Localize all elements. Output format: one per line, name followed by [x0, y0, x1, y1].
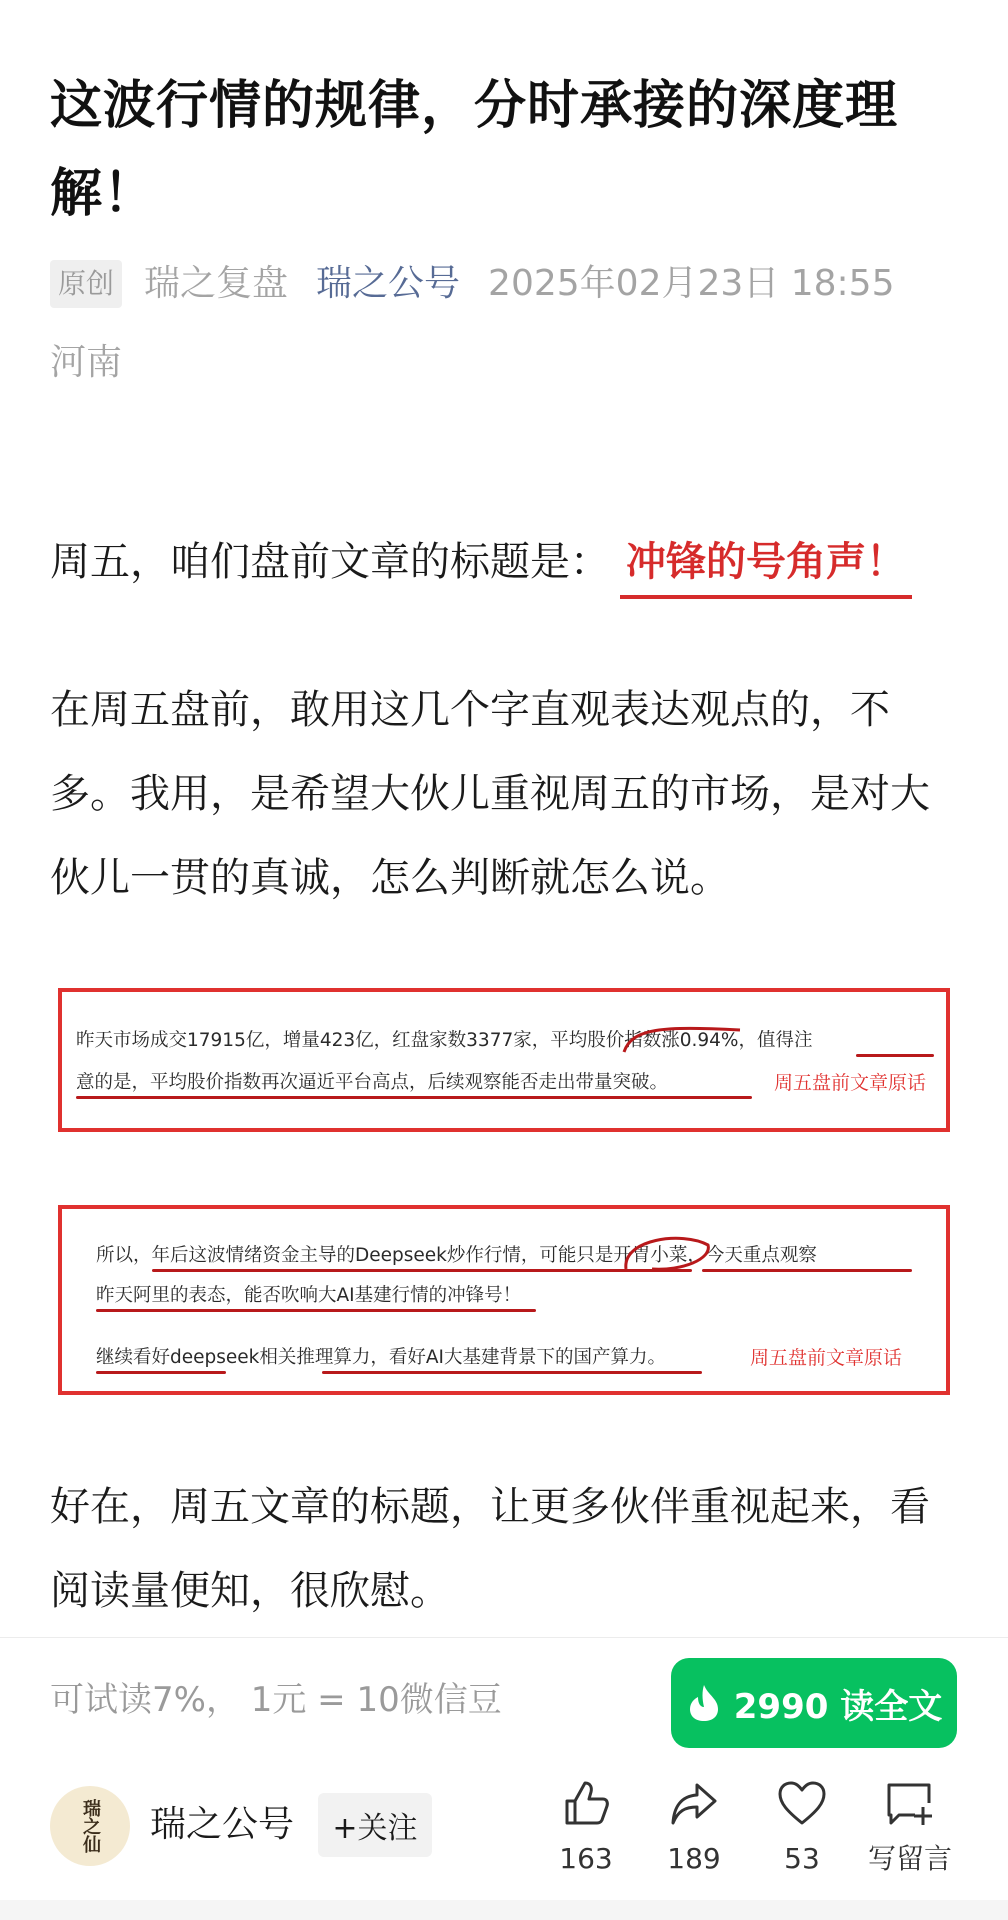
- footer-account-name[interactable]: 瑞之公号: [150, 1804, 295, 1845]
- paragraph-2: 在周五盘前，敢用这几个字直观表达观点的，不多。我用，是希望大伙儿重视周五的市场，是对大伙儿一贯的真诚，怎么判断就怎么说。: [50, 687, 930, 901]
- quote-1-line-1: 昨天市场成交17915亿，增量423亿，红盘家数3377家，平均股价指数涨0.94%，值得注: [76, 1030, 813, 1051]
- share-count: 189: [667, 1842, 721, 1875]
- quote-2-underline-a: [152, 1269, 692, 1272]
- quote-2-line-1: 所以，年后这波情绪资金主导的Deepseek炒作行情，可能只是开胃小菜，今天重点观察: [96, 1245, 817, 1266]
- quote-2-circle-mark: [622, 1229, 712, 1273]
- favorite-count: 53: [784, 1842, 820, 1875]
- read-full-label: 2990 读全文: [733, 1686, 943, 1727]
- heart-icon: [752, 1775, 852, 1833]
- comment-button[interactable]: [860, 1775, 960, 1879]
- quote-2-underline-e: [322, 1371, 702, 1374]
- quote-2-line-2: 昨天阿里的表态，能否吹响大AI基建行情的冲锋号！: [96, 1285, 522, 1306]
- share-arrow-icon: [644, 1775, 744, 1833]
- quote-2-underline-b: [702, 1269, 912, 1272]
- quote-2-note: 周五盘前文章原话: [750, 1347, 903, 1369]
- headline-highlight: 冲锋的号角声！: [620, 539, 912, 599]
- author-name[interactable]: 瑞之复盘: [144, 263, 289, 304]
- like-count: 163: [559, 1842, 613, 1875]
- quote-2-line-3: 继续看好deepseek相关推理算力，看好AI大基建背景下的国产算力。: [96, 1347, 666, 1368]
- follow-button[interactable]: +关注: [318, 1793, 432, 1857]
- quote-2-underline-c: [96, 1309, 536, 1312]
- thumbs-up-icon: [536, 1775, 636, 1833]
- quote-1-curve-mark: [622, 1024, 742, 1054]
- quote-image-2: [58, 1205, 950, 1395]
- avatar[interactable]: [50, 1786, 130, 1866]
- quote-2-underline-d: [96, 1371, 226, 1374]
- avatar-text: 瑞之仙: [80, 1799, 101, 1853]
- paywall-divider: [0, 1637, 1008, 1638]
- paragraph-1: [50, 520, 960, 604]
- flame-icon: [686, 1683, 722, 1723]
- comment-label: 写留言: [867, 1842, 952, 1875]
- bottom-edge: [0, 1900, 1008, 1920]
- share-button[interactable]: [644, 1775, 744, 1879]
- paragraph-1-text: 周五，咱们盘前文章的标题是：: [50, 539, 610, 585]
- quote-1-note: 周五盘前文章原话: [774, 1072, 927, 1094]
- favorite-button[interactable]: [752, 1775, 852, 1879]
- comment-plus-icon: [860, 1775, 960, 1833]
- publish-location: 河南: [50, 342, 123, 383]
- trial-read-text: 可试读7%， 1元 = 10微信豆: [50, 1680, 502, 1720]
- publish-datetime: 2025年02月23日 18:55: [488, 263, 895, 304]
- article-meta: [50, 244, 950, 402]
- quote-image-1: [58, 988, 950, 1132]
- quote-1-underline-b: [76, 1096, 752, 1099]
- like-button[interactable]: [536, 1775, 636, 1879]
- account-link[interactable]: 瑞之公号: [316, 263, 461, 304]
- quote-1-line-2: 意的是，平均股价指数再次逼近平台高点，后续观察能否走出带量突破。: [76, 1072, 669, 1093]
- article-title: 这波行情的规律，分时承接的深度理解！: [50, 76, 899, 224]
- quote-1-underline-a: [856, 1054, 934, 1057]
- original-badge: 原创: [50, 260, 122, 308]
- read-full-button[interactable]: [671, 1658, 957, 1748]
- paragraph-3: 好在，周五文章的标题，让更多伙伴重视起来，看阅读量便知，很欣慰。: [50, 1484, 930, 1614]
